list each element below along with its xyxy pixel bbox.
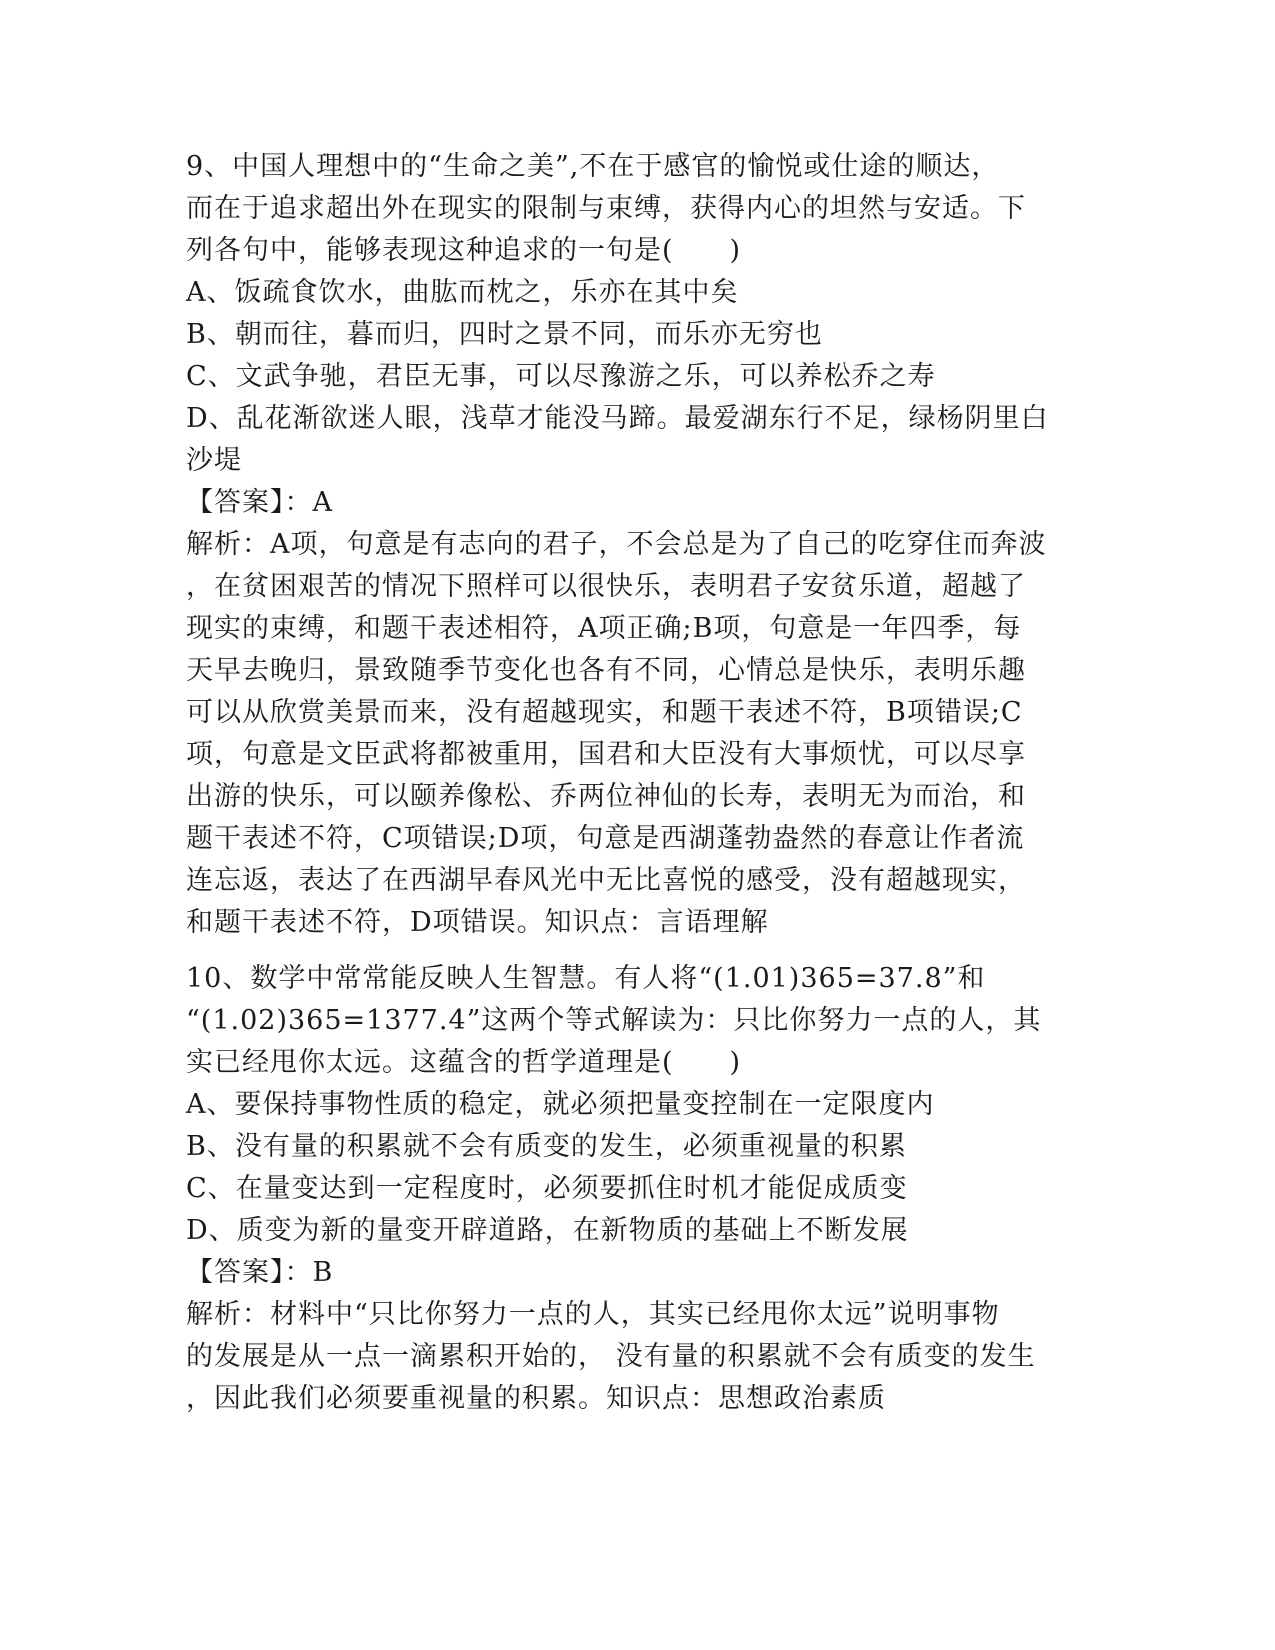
analysis-line: 天早去晚归，景致随季节变化也各有不同，心情总是快乐，表明乐趣	[186, 655, 1026, 686]
analysis-line: ，因此我们必须要重视量的积累。知识点：思想政治素质	[186, 1383, 886, 1414]
exam-page	[186, 146, 1081, 1420]
analysis-line: 题干表述不符，C项错误;D项，句意是西湖蓬勃盎然的春意让作者流	[186, 823, 1025, 854]
analysis-line: 现实的束缚，和题干表述相符，A项正确;B项，句意是一年四季，每	[186, 613, 1022, 644]
option-d-continued: 沙堤	[186, 445, 242, 476]
option-b: B、没有量的积累就不会有质变的发生，必须重视量的积累	[186, 1131, 907, 1162]
question-stem	[186, 958, 1081, 1084]
stem-line: 实已经甩你太远。这蕴含的哲学道理是( )	[186, 1047, 742, 1078]
question-9	[186, 146, 1081, 944]
answer-label: 【答案】：B	[186, 1257, 334, 1288]
answer-options	[186, 1084, 1081, 1252]
option-a: A、要保持事物性质的稳定，就必须把量变控制在一定限度内	[186, 1089, 935, 1120]
option-c: C、文武争驰，君臣无事，可以尽豫游之乐，可以养松乔之寿	[186, 361, 936, 392]
option-d: D、乱花渐欲迷人眼，浅草才能没马蹄。最爱湖东行不足，绿杨阴里白	[186, 403, 1049, 434]
option-b: B、朝而往，暮而归，四时之景不同，而乐亦无穷也	[186, 319, 823, 350]
option-d: D、质变为新的量变开辟道路，在新物质的基础上不断发展	[186, 1215, 909, 1246]
analysis-line: 出游的快乐，可以颐养像松、乔两位神仙的长寿，表明无为而治，和	[186, 781, 1026, 812]
stem-line: 列各句中，能够表现这种追求的一句是( )	[186, 235, 742, 266]
option-c: C、在量变达到一定程度时，必须要抓住时机才能促成质变	[186, 1173, 908, 1204]
analysis-block	[186, 524, 1081, 944]
analysis-line: ，在贫困艰苦的情况下照样可以很快乐，表明君子安贫乐道，超越了	[186, 571, 1026, 602]
option-a: A、饭疏食饮水，曲肱而枕之，乐亦在其中矣	[186, 277, 739, 308]
analysis-line: 连忘返，表达了在西湖早春风光中无比喜悦的感受，没有超越现实，	[186, 865, 1026, 896]
question-stem	[186, 146, 1081, 272]
stem-line: 9、中国人理想中的“生命之美”,不在于感官的愉悦或仕途的顺达，	[186, 151, 1000, 182]
analysis-line: 项，句意是文臣武将都被重用，国君和大臣没有大事烦忧，可以尽享	[186, 739, 1026, 770]
stem-line: “(1.02)365=1377.4”这两个等式解读为：只比你努力一点的人，其	[186, 1005, 1042, 1036]
stem-line: 而在于追求超出外在现实的限制与束缚，获得内心的坦然与安适。下	[186, 193, 1026, 224]
answer-label: 【答案】：A	[186, 487, 333, 518]
analysis-block	[186, 1294, 1081, 1420]
analysis-line: 解析：材料中“只比你努力一点的人，其实已经甩你太远”说明事物	[186, 1299, 1000, 1330]
analysis-line: 可以从欣赏美景而来，没有超越现实，和题干表述不符，B项错误;C	[186, 697, 1023, 728]
analysis-line: 和题干表述不符，D项错误。知识点：言语理解	[186, 907, 769, 938]
stem-line: 10、数学中常常能反映人生智慧。有人将“(1.01)365=37.8”和	[186, 963, 986, 994]
analysis-line: 解析：A项，句意是有志向的君子，不会总是为了自己的吃穿住而奔波	[186, 529, 1047, 560]
answer-options	[186, 272, 1081, 482]
question-10	[186, 958, 1081, 1420]
analysis-line: 的发展是从一点一滴累积开始的， 没有量的积累就不会有质变的发生	[186, 1341, 1036, 1372]
